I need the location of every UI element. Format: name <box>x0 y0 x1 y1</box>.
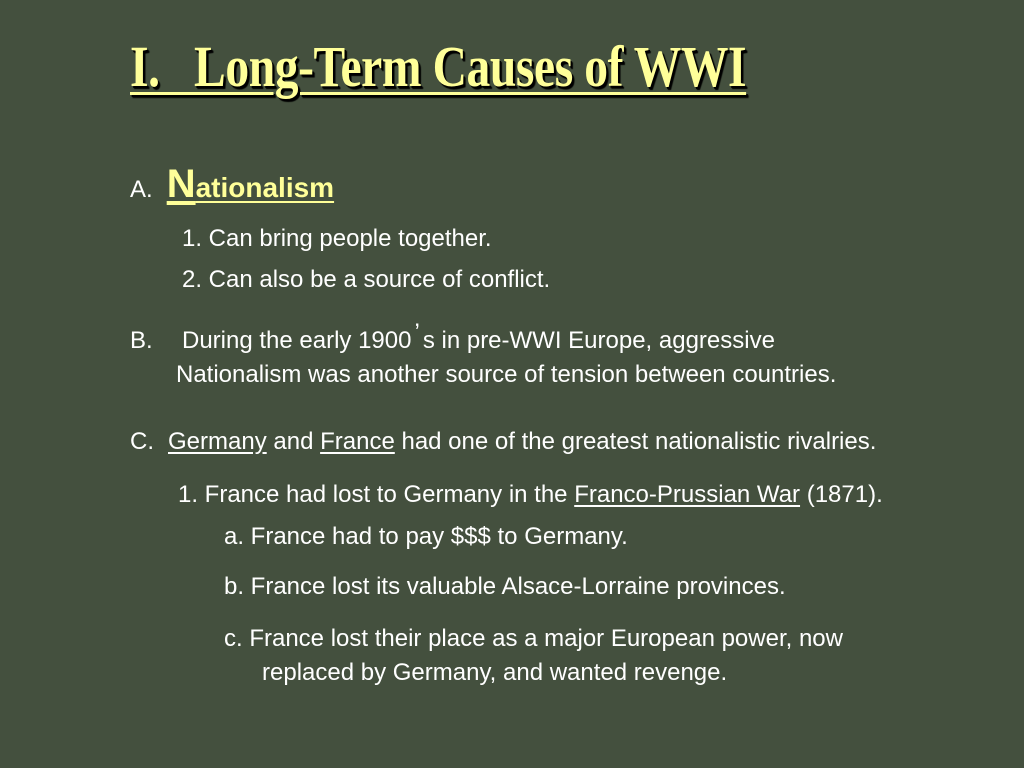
section-b-marker: B. <box>130 327 153 354</box>
slide-title: I. Long-Term Causes of WWI <box>130 34 747 99</box>
section-c-point-1 <box>178 483 883 507</box>
section-a-item-1: 1. Can bring people together. <box>182 225 492 252</box>
section-c-sub-c-line-2: replaced by Germany, and wanted revenge. <box>262 659 728 686</box>
section-b-apostrophe: ’ <box>414 319 420 346</box>
section-c-connector: and <box>273 428 314 455</box>
section-c-rest: had one of the greatest nationalistic rivalries. <box>401 428 877 455</box>
section-c-line <box>130 430 876 454</box>
section-c-sub-c-line-1: c. France lost their place as a major European power, now <box>224 625 843 652</box>
section-a-item-2: 2. Can also be a source of conflict. <box>182 266 551 293</box>
section-c-sub-a: a. France had to pay $$$ to Germany. <box>224 523 628 550</box>
section-c-point-1-post: (1871). <box>806 481 883 508</box>
section-a-initial: N <box>166 162 196 206</box>
section-c-sub-b: b. France lost its valuable Alsace-Lorraine provinces. <box>224 573 786 600</box>
section-c-marker: C. <box>130 428 154 455</box>
section-b-line-1 <box>130 319 775 354</box>
section-c-point-1-pre: 1. France had lost to Germany in the <box>178 481 568 508</box>
section-a-heading <box>130 162 334 207</box>
france-term: France <box>320 428 395 455</box>
section-b-text-post: s in pre-WWI Europe, aggressive <box>422 327 775 354</box>
section-b-line-2: Nationalism was another source of tension between countries. <box>176 361 837 388</box>
section-a-heading-rest: ationalism <box>195 172 335 203</box>
franco-prussian-war-term: Franco-Prussian War <box>574 481 801 508</box>
section-b-text-pre: During the early 1900 <box>182 327 412 354</box>
germany-term: Germany <box>168 428 267 455</box>
section-a-marker: A. <box>130 176 153 203</box>
